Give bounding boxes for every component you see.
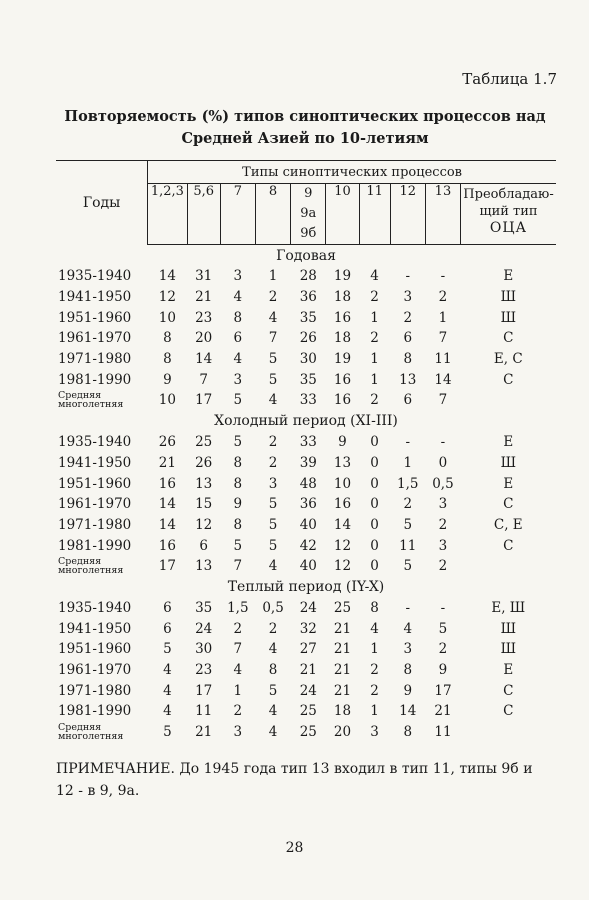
value-cell: - xyxy=(440,599,446,616)
section-title: Холодный период (XI-III) xyxy=(214,413,398,430)
value-cell: 18 xyxy=(333,289,352,306)
value-cell: 4 xyxy=(268,392,278,409)
value-cell: 2 xyxy=(403,309,413,326)
value-cell: 5 xyxy=(233,537,243,554)
value-cell: 9 xyxy=(438,662,448,679)
value-cell: 8 xyxy=(233,516,243,533)
value-cell: 9 xyxy=(403,682,413,699)
value-cell: 5 xyxy=(268,371,278,388)
value-cell: 8 xyxy=(163,330,172,347)
table-title xyxy=(40,106,570,150)
value-cell: 5 xyxy=(403,558,413,575)
value-cell: 2 xyxy=(438,641,448,658)
title-line-2: Средней Азией по 10-летиям xyxy=(181,130,429,147)
predominant-cell: С xyxy=(503,537,514,554)
value-cell: 13 xyxy=(195,475,213,492)
predominant-cell: С xyxy=(503,682,514,699)
value-cell: 8 xyxy=(370,599,379,616)
value-cell: 5 xyxy=(233,392,243,409)
predominant-cell: С xyxy=(503,496,514,513)
col-header: 1,2,3 xyxy=(148,184,187,245)
pred-line2: щий тип xyxy=(479,204,538,219)
table-row xyxy=(56,639,556,660)
col9-line3: 9б xyxy=(300,226,317,241)
table-row xyxy=(56,453,556,474)
value-cell: 13 xyxy=(399,371,417,388)
period-cell: 1971-1980 xyxy=(58,351,132,368)
col-header: 7 xyxy=(220,184,255,245)
col-header: 11 xyxy=(359,184,390,245)
value-cell: 16 xyxy=(158,537,176,554)
predominant-cell xyxy=(461,556,556,577)
value-cell: 24 xyxy=(299,682,317,699)
value-cell: 8 xyxy=(403,662,413,679)
value-cell: 7 xyxy=(199,371,208,388)
value-cell: 13 xyxy=(195,558,213,575)
pred-line1: Преобладаю- xyxy=(463,187,554,202)
value-cell: 9 xyxy=(338,434,347,451)
predominant-cell: С xyxy=(503,371,514,388)
col9-line1: 9 xyxy=(304,186,313,201)
value-cell: 17 xyxy=(195,392,213,409)
group-header: Типы синоптических процессов xyxy=(148,161,556,184)
value-cell: 21 xyxy=(333,682,352,699)
value-cell: 0 xyxy=(370,537,379,554)
pred-line3: ОЦА xyxy=(489,220,528,236)
value-cell: 10 xyxy=(158,392,176,409)
value-cell: 10 xyxy=(158,309,176,326)
value-cell: 17 xyxy=(195,682,213,699)
value-cell: 11 xyxy=(434,724,452,741)
value-cell: 6 xyxy=(233,330,243,347)
value-cell: 6 xyxy=(403,330,413,347)
value-cell: 21 xyxy=(434,703,452,720)
value-cell: 0 xyxy=(370,558,379,575)
value-cell: 1,5 xyxy=(396,475,419,492)
period-cell: 1951-1960 xyxy=(58,641,132,658)
value-cell: 36 xyxy=(299,289,317,306)
col-header: 12 xyxy=(390,184,425,245)
period-cell: 1935-1940 xyxy=(58,434,132,451)
period-cell: 1981-1990 xyxy=(58,371,132,388)
value-cell: 33 xyxy=(299,434,317,451)
value-cell: 2 xyxy=(370,682,379,699)
value-cell: 5 xyxy=(268,516,278,533)
value-cell: 21 xyxy=(195,724,213,741)
value-cell: 24 xyxy=(299,599,317,616)
value-cell: 32 xyxy=(299,620,317,637)
value-cell: 4 xyxy=(163,703,172,720)
table-row xyxy=(56,598,556,619)
value-cell: 11 xyxy=(195,703,213,720)
predominant-cell: С, Е xyxy=(493,516,523,533)
value-cell: 21 xyxy=(158,454,176,471)
period-cell: 1971-1980 xyxy=(58,682,132,699)
value-cell: 2 xyxy=(403,496,413,513)
value-cell: 7 xyxy=(233,641,243,658)
value-cell: 5 xyxy=(268,351,278,368)
value-cell: 10 xyxy=(333,475,352,492)
table-label: Таблица 1.7 xyxy=(462,70,557,88)
value-cell: 4 xyxy=(370,268,379,285)
value-cell: 25 xyxy=(333,599,352,616)
value-cell: 2 xyxy=(370,662,379,679)
period-cell: 1971-1980 xyxy=(58,516,132,533)
col-header: 5,6 xyxy=(187,184,220,245)
value-cell: 35 xyxy=(299,309,317,326)
value-cell: 17 xyxy=(434,682,452,699)
value-cell: 0,5 xyxy=(432,475,454,492)
value-cell: 11 xyxy=(399,537,417,554)
value-cell: 21 xyxy=(333,620,352,637)
predominant-cell xyxy=(461,722,556,743)
years-header: Годы xyxy=(56,161,148,245)
value-cell: 7 xyxy=(438,330,448,347)
value-cell: 25 xyxy=(195,434,213,451)
value-cell: 4 xyxy=(268,641,278,658)
title-line-1: Повторяемость (%) типов синоптических процессов над xyxy=(64,108,546,125)
predominant-cell: Ш xyxy=(500,289,516,306)
period-cell: 1961-1970 xyxy=(58,662,132,679)
table-row xyxy=(56,535,556,556)
value-cell: 20 xyxy=(195,330,213,347)
value-cell: 26 xyxy=(158,434,176,451)
period-cell: 1981-1990 xyxy=(58,703,132,720)
value-cell: 18 xyxy=(333,703,352,720)
value-cell: 30 xyxy=(299,351,317,368)
table-row xyxy=(56,722,556,743)
value-cell: 21 xyxy=(195,289,213,306)
value-cell: 4 xyxy=(370,620,379,637)
value-cell: 0 xyxy=(370,516,379,533)
section-row xyxy=(56,411,556,432)
table-row xyxy=(56,349,556,370)
value-cell: 42 xyxy=(299,537,317,554)
value-cell: 27 xyxy=(299,641,317,658)
table-row xyxy=(56,266,556,287)
predominant-cell: Ш xyxy=(500,641,516,658)
period-cell: 1951-1960 xyxy=(58,475,132,492)
value-cell: 3 xyxy=(438,496,448,513)
value-cell: 7 xyxy=(438,392,448,409)
value-cell: 0 xyxy=(370,475,379,492)
value-cell: 8 xyxy=(233,475,243,492)
value-cell: 5 xyxy=(403,516,413,533)
value-cell: 1 xyxy=(370,351,379,368)
value-cell: 2 xyxy=(370,289,379,306)
value-cell: 30 xyxy=(195,641,213,658)
value-cell: - xyxy=(440,268,446,285)
value-cell: 2 xyxy=(438,558,448,575)
value-cell: - xyxy=(440,434,446,451)
predominant-header xyxy=(461,184,556,245)
value-cell: 4 xyxy=(233,351,243,368)
value-cell: 4 xyxy=(268,309,278,326)
value-cell: 0 xyxy=(370,454,379,471)
value-cell: 6 xyxy=(163,599,172,616)
value-cell: 2 xyxy=(268,434,278,451)
value-cell: 12 xyxy=(158,289,176,306)
page-number: 28 xyxy=(285,840,304,856)
value-cell: 3 xyxy=(438,537,448,554)
value-cell: 26 xyxy=(195,454,213,471)
value-cell: 2 xyxy=(438,289,448,306)
value-cell: 8 xyxy=(403,351,413,368)
section-row xyxy=(56,245,556,267)
value-cell: 4 xyxy=(233,662,243,679)
table-row xyxy=(56,328,556,349)
period-cell: 1941-1950 xyxy=(58,454,132,471)
value-cell: 0 xyxy=(370,434,379,451)
value-cell: 2 xyxy=(370,330,379,347)
value-cell: 14 xyxy=(158,268,176,285)
value-cell: 25 xyxy=(299,703,317,720)
predominant-cell: Е, Ш xyxy=(491,599,526,616)
value-cell: 2 xyxy=(268,289,278,306)
value-cell: 3 xyxy=(233,268,243,285)
table-row xyxy=(56,307,556,328)
value-cell: 2 xyxy=(233,620,243,637)
value-cell: 7 xyxy=(268,330,278,347)
value-cell: 16 xyxy=(333,309,352,326)
value-cell: 23 xyxy=(195,662,213,679)
value-cell: 39 xyxy=(299,454,317,471)
value-cell: 4 xyxy=(268,703,278,720)
table-row xyxy=(56,660,556,681)
value-cell: 21 xyxy=(333,662,352,679)
value-cell: 35 xyxy=(299,371,317,388)
value-cell: 5 xyxy=(438,620,448,637)
value-cell: 14 xyxy=(195,351,213,368)
value-cell: 5 xyxy=(268,537,278,554)
value-cell: 4 xyxy=(268,558,278,575)
value-cell: 40 xyxy=(299,558,317,575)
value-cell: 6 xyxy=(199,537,208,554)
period-cell: 1981-1990 xyxy=(58,537,132,554)
value-cell: 16 xyxy=(158,475,176,492)
value-cell: 8 xyxy=(403,724,413,741)
value-cell: 1 xyxy=(438,309,448,326)
period-cell: Средняя многолетняя xyxy=(58,390,124,411)
value-cell: - xyxy=(405,599,411,616)
value-cell: 3 xyxy=(403,641,413,658)
value-cell: 1,5 xyxy=(227,599,249,616)
value-cell: 3 xyxy=(233,724,243,741)
value-cell: 16 xyxy=(333,496,352,513)
col-header: 10 xyxy=(326,184,359,245)
value-cell: 6 xyxy=(163,620,172,637)
value-cell: 4 xyxy=(233,289,243,306)
period-cell: 1941-1950 xyxy=(58,620,132,637)
value-cell: 3 xyxy=(233,371,243,388)
value-cell: 9 xyxy=(233,496,243,513)
period-cell: 1935-1940 xyxy=(58,268,132,285)
section-title: Теплый период (IY-X) xyxy=(227,579,385,596)
value-cell: 4 xyxy=(163,662,172,679)
footnote: ПРИМЕЧАНИЕ. До 1945 года тип 13 входил в тип 11, типы 9б и 12 - в 9, 9а. xyxy=(56,761,533,799)
value-cell: 14 xyxy=(333,516,352,533)
value-cell: 14 xyxy=(399,703,417,720)
value-cell: 33 xyxy=(299,392,317,409)
value-cell: 21 xyxy=(333,641,352,658)
value-cell: 28 xyxy=(299,268,317,285)
value-cell: 1 xyxy=(370,309,379,326)
value-cell: 48 xyxy=(299,475,317,492)
value-cell: 40 xyxy=(299,516,317,533)
col9-line2: 9а xyxy=(300,206,317,221)
value-cell: 1 xyxy=(403,454,413,471)
value-cell: 12 xyxy=(333,537,352,554)
predominant-cell: Е xyxy=(503,268,514,285)
value-cell: 36 xyxy=(299,496,317,513)
value-cell: 2 xyxy=(438,516,448,533)
value-cell: 5 xyxy=(163,724,172,741)
predominant-cell: Ш xyxy=(500,309,516,326)
table-row xyxy=(56,432,556,453)
value-cell: 5 xyxy=(268,682,278,699)
section-title: Годовая xyxy=(276,247,336,264)
value-cell: 5 xyxy=(268,496,278,513)
value-cell: 2 xyxy=(233,703,243,720)
value-cell: 8 xyxy=(163,351,172,368)
col-header: 13 xyxy=(425,184,460,245)
value-cell: 8 xyxy=(268,662,278,679)
table-row xyxy=(56,494,556,515)
value-cell: 8 xyxy=(233,309,243,326)
table-row xyxy=(56,680,556,701)
value-cell: 0 xyxy=(370,496,379,513)
value-cell: 4 xyxy=(163,682,172,699)
value-cell: 1 xyxy=(370,703,379,720)
value-cell: 23 xyxy=(195,309,213,326)
value-cell: 16 xyxy=(333,371,352,388)
value-cell: 2 xyxy=(268,454,278,471)
predominant-cell: Е xyxy=(503,662,514,679)
value-cell: 9 xyxy=(163,371,172,388)
period-cell: Средняя многолетняя xyxy=(58,556,124,577)
value-cell: 13 xyxy=(333,454,352,471)
period-cell: 1941-1950 xyxy=(58,289,132,306)
value-cell: 2 xyxy=(268,620,278,637)
value-cell: 5 xyxy=(163,641,172,658)
table-row xyxy=(56,556,556,577)
value-cell: 3 xyxy=(370,724,379,741)
value-cell: 3 xyxy=(268,475,278,492)
value-cell: 1 xyxy=(370,641,379,658)
value-cell: 12 xyxy=(333,558,352,575)
value-cell: 4 xyxy=(268,724,278,741)
period-cell: 1935-1940 xyxy=(58,599,132,616)
predominant-cell: Ш xyxy=(500,620,516,637)
period-cell: 1951-1960 xyxy=(58,309,132,326)
value-cell: 3 xyxy=(403,289,413,306)
table-row xyxy=(56,618,556,639)
table-row xyxy=(56,701,556,722)
value-cell: 19 xyxy=(333,268,352,285)
col-header: 8 xyxy=(255,184,290,245)
value-cell: 24 xyxy=(195,620,213,637)
value-cell: - xyxy=(405,434,411,451)
predominant-cell: Е xyxy=(503,434,514,451)
value-cell: 18 xyxy=(333,330,352,347)
value-cell: 11 xyxy=(434,351,452,368)
predominant-cell: Е xyxy=(503,475,514,492)
value-cell: 12 xyxy=(195,516,213,533)
col-header-9 xyxy=(291,184,326,245)
table-row xyxy=(56,515,556,536)
data-table xyxy=(56,160,556,742)
value-cell: 1 xyxy=(268,268,278,285)
period-cell: Средняя многолетняя xyxy=(58,722,124,743)
table-row xyxy=(56,390,556,411)
value-cell: 14 xyxy=(158,516,176,533)
value-cell: 5 xyxy=(233,434,243,451)
value-cell: 0 xyxy=(438,454,448,471)
value-cell: 31 xyxy=(195,268,213,285)
predominant-cell: Ш xyxy=(500,454,516,471)
value-cell: 2 xyxy=(370,392,379,409)
period-cell: 1961-1970 xyxy=(58,496,132,513)
table-row xyxy=(56,369,556,390)
value-cell: 6 xyxy=(403,392,413,409)
value-cell: 17 xyxy=(158,558,176,575)
value-cell: 14 xyxy=(434,371,452,388)
value-cell: 26 xyxy=(299,330,317,347)
predominant-cell xyxy=(461,390,556,411)
table-row xyxy=(56,287,556,308)
header-row-group xyxy=(56,161,556,184)
value-cell: 15 xyxy=(195,496,213,513)
predominant-cell: С xyxy=(503,703,514,720)
value-cell: 8 xyxy=(233,454,243,471)
section-row xyxy=(56,577,556,598)
value-cell: 1 xyxy=(233,682,243,699)
predominant-cell: Е, С xyxy=(493,351,523,368)
value-cell: 35 xyxy=(195,599,213,616)
value-cell: 4 xyxy=(403,620,413,637)
value-cell: 19 xyxy=(333,351,352,368)
value-cell: - xyxy=(405,268,411,285)
value-cell: 25 xyxy=(299,724,317,741)
value-cell: 1 xyxy=(370,371,379,388)
value-cell: 20 xyxy=(333,724,352,741)
value-cell: 7 xyxy=(233,558,243,575)
predominant-cell: С xyxy=(503,330,514,347)
value-cell: 21 xyxy=(299,662,317,679)
value-cell: 14 xyxy=(158,496,176,513)
value-cell: 0,5 xyxy=(262,599,284,616)
period-cell: 1961-1970 xyxy=(58,330,132,347)
value-cell: 16 xyxy=(333,392,352,409)
table-row xyxy=(56,473,556,494)
